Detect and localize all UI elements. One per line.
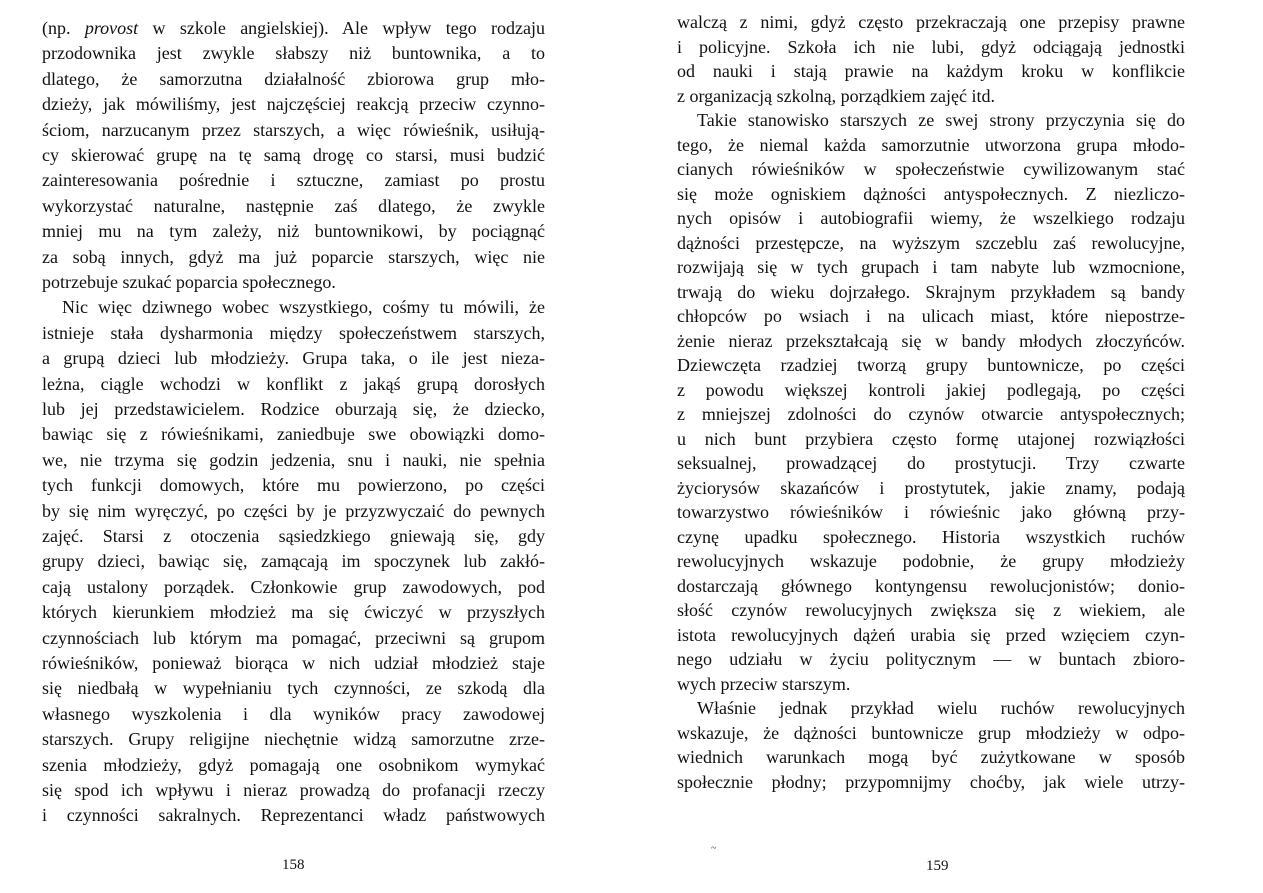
- text-line: społecznie płodny; przypomnijmy choćby, jak wiele utrzy-: [677, 771, 1185, 792]
- text-line: we, nie trzyma się godzin jedzenia, snu i nauki, nie spełnia: [42, 449, 545, 470]
- text-line: dzieży, jak mówiliśmy, jest najczęściej reakcją przeciw czynno-: [42, 94, 545, 115]
- text-line: leżna, ciągle wchodzi w konflikt z jakąś grupą dorosłych: [42, 373, 545, 394]
- text-line: własnego wyszkolenia i dla wyników pracy zawodowej: [42, 703, 545, 724]
- text-line: dlatego, że samorzutna działalność zbiorowa grup mło-: [42, 68, 545, 89]
- text-line: nych opisów i autobiografii wiemy, że wszelkiego rodzaju: [677, 208, 1185, 228]
- text-line: cy skierować grupę na tę samą drogę co starsi, musi budzić: [42, 145, 545, 165]
- text-line: się niedbałą w wypełnianiu tych czynności, ze szkodą dla: [42, 678, 545, 699]
- text-line: wskazuje, że dążności buntownicze grup młodzieży w odpo-: [677, 722, 1185, 743]
- text-line: Takie stanowisko starszych ze swej strony przyczynia się do: [697, 110, 1185, 130]
- text-line: się spod ich wpływu i nieraz prowadzą do profanacji rzeczy: [42, 780, 545, 800]
- text-line: nego udziału w życiu politycznym — w buntach zbioro-: [677, 649, 1185, 669]
- text-line: i czynności sakralnych. Reprezentanci władz państwowych: [42, 805, 545, 826]
- text-line: z mniejszej zdolności do czynów otwarcie antyspołecznych;: [677, 404, 1185, 424]
- text-line: których kierunkiem młodzież ma się ćwiczyć w przyszłych: [42, 602, 545, 623]
- text-line: życiorysów skazańców i prostytutek, jakie znamy, podają: [677, 477, 1185, 498]
- text-line: walczą z nimi, gdyż często przekraczają one przepisy prawne: [677, 12, 1185, 32]
- text-line: istnieje stała dysharmonia między społeczeństwem starszych,: [42, 322, 545, 343]
- right-page-number: 159: [926, 858, 949, 874]
- text-line: czynę upadku społecznego. Historia wszystkich ruchów: [677, 526, 1185, 547]
- text-line: dostarczają głównego kontyngensu rewolucjonistów; donio-: [677, 575, 1185, 596]
- text-line: trwają do wieku dojrzałego. Skrajnym przykładem są bandy: [677, 281, 1185, 302]
- text-line: tego, że niemal każda samorzutnie utworzona grupa młodo-: [677, 134, 1185, 155]
- left-page-number: 158: [282, 857, 305, 873]
- text-segment: (np.: [42, 18, 85, 38]
- text-line: mniej mu na tym zależy, niż buntownikowi, by pociągnąć: [42, 221, 545, 242]
- text-line: Właśnie jednak przykład wielu ruchów rewolucyjnych: [697, 698, 1185, 718]
- text-line: potrzebuje szukać poparcia społecznego.: [42, 272, 336, 292]
- text-line: u nich bunt przybiera często formę utajonej rozwiązłości: [677, 428, 1185, 449]
- text-line: starszych. Grupy religijne niechętnie widzą samorzutne zrze-: [42, 729, 545, 750]
- text-line: szenia młodzieży, gdyż pomagają one osobnikom wymykać: [42, 754, 545, 775]
- text-line: wiednich warunkach mogą być zużytkowane w sposób: [677, 747, 1185, 767]
- text-line: a grupą dzieci lub młodzieży. Grupa taka, o ile jest nieza-: [42, 348, 545, 369]
- text-line: Nic więc dziwnego wobec wszystkiego, cośmy tu mówili, że: [62, 297, 545, 318]
- text-line: [42, 16, 545, 40]
- text-line: cianych rówieśników w społeczeństwie cywilizowanym stać: [677, 159, 1185, 179]
- text-line: towarzystwo rówieśników i rówieśnic jako główną przy-: [677, 502, 1185, 522]
- text-line: bawiąc się z rówieśnikami, zaniedbuje swe obowiązki domo-: [42, 424, 545, 445]
- text-line: słość czynów rewolucyjnych zwiększa się z wiekiem, ale: [677, 600, 1185, 620]
- text-line: zainteresowania pośrednie i sztuczne, zamiast po prostu: [42, 170, 545, 191]
- text-line: rozwijają się w tych grupach i tam nabyte lub wzmocnione,: [677, 257, 1185, 277]
- text-line: ściom, narzucanym przez starszych, a więc rówieśnik, usiłują-: [42, 119, 545, 140]
- text-line: się może ogniskiem dążności antyspołecznych. Z niezliczo-: [677, 183, 1185, 204]
- text-line: chłopców po wsiach i na ulicach miast, które niepostrze-: [677, 306, 1185, 326]
- text-line: i policyjne. Szkoła ich nie lubi, gdyż odciągają jednostki: [677, 36, 1185, 57]
- text-line: zajęć. Starsi z otoczenia sąsiedzkiego gniewają się, gdy: [42, 526, 545, 546]
- text-line: cają ustalony porządek. Członkowie grup zawodowych, pod: [42, 576, 545, 597]
- text-line: grupy dzieci, bawiąc się, zamącają im spoczynek lub zakłó-: [42, 551, 545, 572]
- text-line: z organizacją szkolną, porządkiem zajęć itd.: [677, 85, 996, 106]
- text-line: żenie nieraz przekształcają się w bandy młodych złoczyńców.: [677, 330, 1185, 351]
- text-line: z powodu większej kontroli jakiej podlegają, po części: [677, 379, 1185, 400]
- text-line: Dziewczęta rzadziej tworzą grupy buntownicze, po części: [677, 355, 1185, 375]
- text-line: czynnościach lub którym ma pomagać, przeciwni są grupom: [42, 627, 545, 648]
- scan-mark: ~: [711, 843, 717, 854]
- italic-term: provost: [84, 18, 139, 38]
- text-line: tych funkcji domowych, które mu powierzono, po części: [42, 475, 545, 496]
- text-line: przodownika jest zwykle słabszy niż buntownika, a to: [42, 43, 545, 64]
- text-line: rówieśników, ponieważ biorąca w nich udział młodzież staje: [42, 653, 545, 673]
- text-line: lub jej przedstawicielem. Rodzice oburzają się, że dziecko,: [42, 399, 545, 419]
- text-line: dążności przestępcze, na wyższym szczeblu zaś rewolucyjne,: [677, 232, 1185, 253]
- text-line: rewolucyjnych wskazuje podobnie, że grupy młodzieży: [677, 551, 1185, 571]
- text-line: od nauki i stają prawie na każdym kroku w konflikcie: [677, 61, 1185, 81]
- text-line: istota rewolucyjnych dążeń urabia się przed wzięciem czyn-: [677, 624, 1185, 645]
- text-line: wych przeciw starszym.: [677, 673, 851, 694]
- text-segment: w szkole angielskiej). Ale wpływ tego rodzaju: [138, 18, 545, 38]
- text-line: by się nim wyręczyć, po części by je przyzwyczaić do pewnych: [42, 500, 545, 521]
- text-line: za sobą innych, gdyż ma już poparcie starszych, więc nie: [42, 246, 545, 267]
- text-line: seksualnej, prowadzącej do prostytucji. Trzy czwarte: [677, 453, 1185, 473]
- text-line: wykorzystać naturalne, następnie zaś dlatego, że zwykle: [42, 195, 545, 216]
